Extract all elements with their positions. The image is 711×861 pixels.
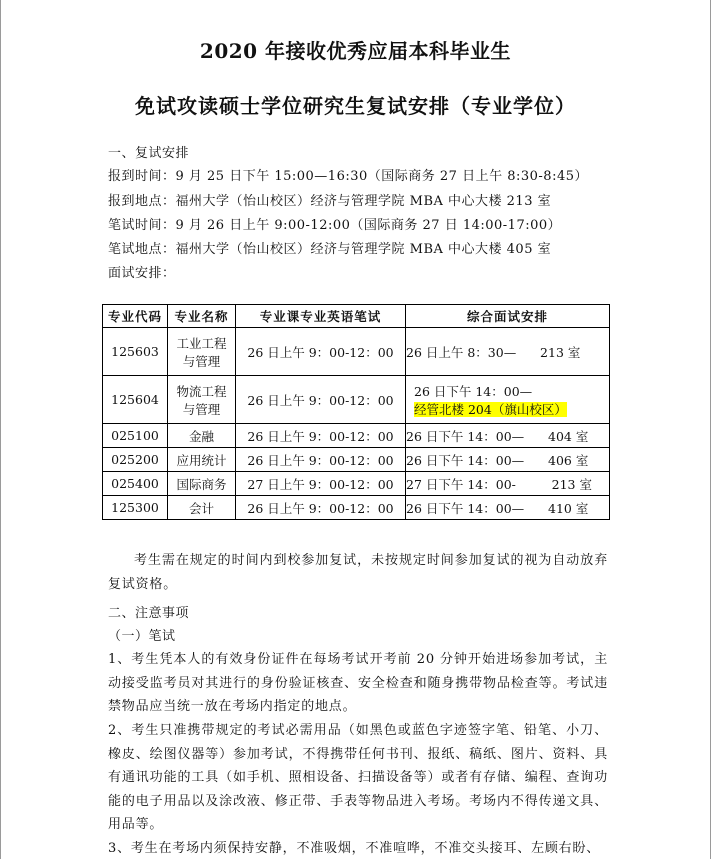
cell-name: 物流工程 与管理 — [168, 376, 236, 424]
schedule-table — [102, 304, 610, 520]
cell-interview: 26 日上午 8：30— 213 室 — [406, 328, 610, 376]
table-row — [103, 472, 610, 496]
table-row — [103, 424, 610, 448]
notice-paragraph: 考生需在规定的时间内到校参加复试，未按规定时间参加复试的视为自动放弃复试资格。 — [108, 553, 608, 592]
cell-exam: 27 日上午 9：00-12：00 — [236, 472, 406, 496]
rule-item-3: 3、考生在考场内须保持安静，不准吸烟，不准喧哗，不准交头接耳、左顾右盼、 — [108, 841, 601, 856]
cell-exam: 26 日上午 9：00-12：00 — [236, 448, 406, 472]
cell-name: 国际商务 — [168, 472, 236, 496]
table-row — [103, 496, 610, 520]
table-row — [103, 448, 610, 472]
cell-code: 025100 — [103, 424, 168, 448]
cell-name: 会计 — [168, 496, 236, 520]
cell-name: 应用统计 — [168, 448, 236, 472]
cell-name: 金融 — [168, 424, 236, 448]
rule-item-1: 1、考生凭本人的有效身份证件在每场考试开考前 20 分钟开始进场参加考试，主动接受监考员对其进行的身份验证核查、安全检查和随身携带物品检查等。考试违禁物品应当统一放在考场内指定的地点。 — [108, 652, 608, 715]
header-major-name: 专业名称 — [168, 305, 236, 328]
page-border-left — [0, 0, 1, 859]
table-row — [103, 376, 610, 424]
cell-exam: 26 日上午 9：00-12：00 — [236, 424, 406, 448]
rule-item-2: 2、考生只准携带规定的考试必需用品（如黑色或蓝色字迹签字笔、铅笔、小刀、橡皮、绘图仪器等）参加考试，不得携带任何书刊、报纸、稿纸、图片、资料、具有通讯功能的工具（如手机、照相设备、扫描设备等）或者有存储、编程、查询功能的电子用品以及涂改液、修正带、手表等物品进入考场。考场内不得传递文具、用品等。 — [108, 723, 608, 833]
cell-interview: 27 日下午 14：00- 213 室 — [406, 472, 610, 496]
interview-time: 26 日下午 14：00— — [414, 383, 533, 399]
document-title-line2: 免试攻读硕士学位研究生复试安排（专业学位） — [135, 94, 576, 118]
table-header-row — [103, 305, 610, 328]
header-major-code: 专业代码 — [103, 305, 168, 328]
cell-interview: 26 日下午 14：00— 404 室 — [406, 424, 610, 448]
section2-heading: 二、注意事项 — [108, 606, 190, 621]
header-interview: 综合面试安排 — [406, 305, 610, 328]
written-exam-time: 笔试时间：9 月 26 日上午 9:00-12:00（国际商务 27 日 14:00-17:00） — [108, 218, 562, 233]
cell-code: 025200 — [103, 448, 168, 472]
cell-interview — [406, 376, 610, 424]
highlighted-location: 经管北楼 204（旗山校区） — [414, 401, 567, 417]
cell-interview: 26 日下午 14：00— 410 室 — [406, 496, 610, 520]
registration-location: 报到地点：福州大学（怡山校区）经济与管理学院 MBA 中心大楼 213 室 — [108, 194, 552, 209]
cell-name: 工业工程 与管理 — [168, 328, 236, 376]
subsection-written-exam-heading: （一）笔试 — [108, 629, 176, 644]
cell-exam: 26 日上午 9：00-12：00 — [236, 496, 406, 520]
cell-code: 125603 — [103, 328, 168, 376]
written-exam-location: 笔试地点：福州大学（怡山校区）经济与管理学院 MBA 中心大楼 405 室 — [108, 242, 552, 257]
interview-arrangement-label: 面试安排： — [108, 266, 176, 281]
cell-interview: 26 日下午 14：00— 406 室 — [406, 448, 610, 472]
header-written-exam: 专业课专业英语笔试 — [236, 305, 406, 328]
document-title-line1: 2020 年接收优秀应届本科毕业生 — [199, 39, 512, 63]
cell-code: 125604 — [103, 376, 168, 424]
section1-heading: 一、复试安排 — [108, 146, 190, 161]
cell-exam: 26 日上午 9：00-12：00 — [236, 376, 406, 424]
cell-exam: 26 日上午 9：00-12：00 — [236, 328, 406, 376]
table-row — [103, 328, 610, 376]
registration-time: 报到时间：9 月 25 日下午 15:00—16:30（国际商务 27 日上午 8:30-8:45） — [108, 169, 588, 184]
cell-code: 125300 — [103, 496, 168, 520]
cell-code: 025400 — [103, 472, 168, 496]
